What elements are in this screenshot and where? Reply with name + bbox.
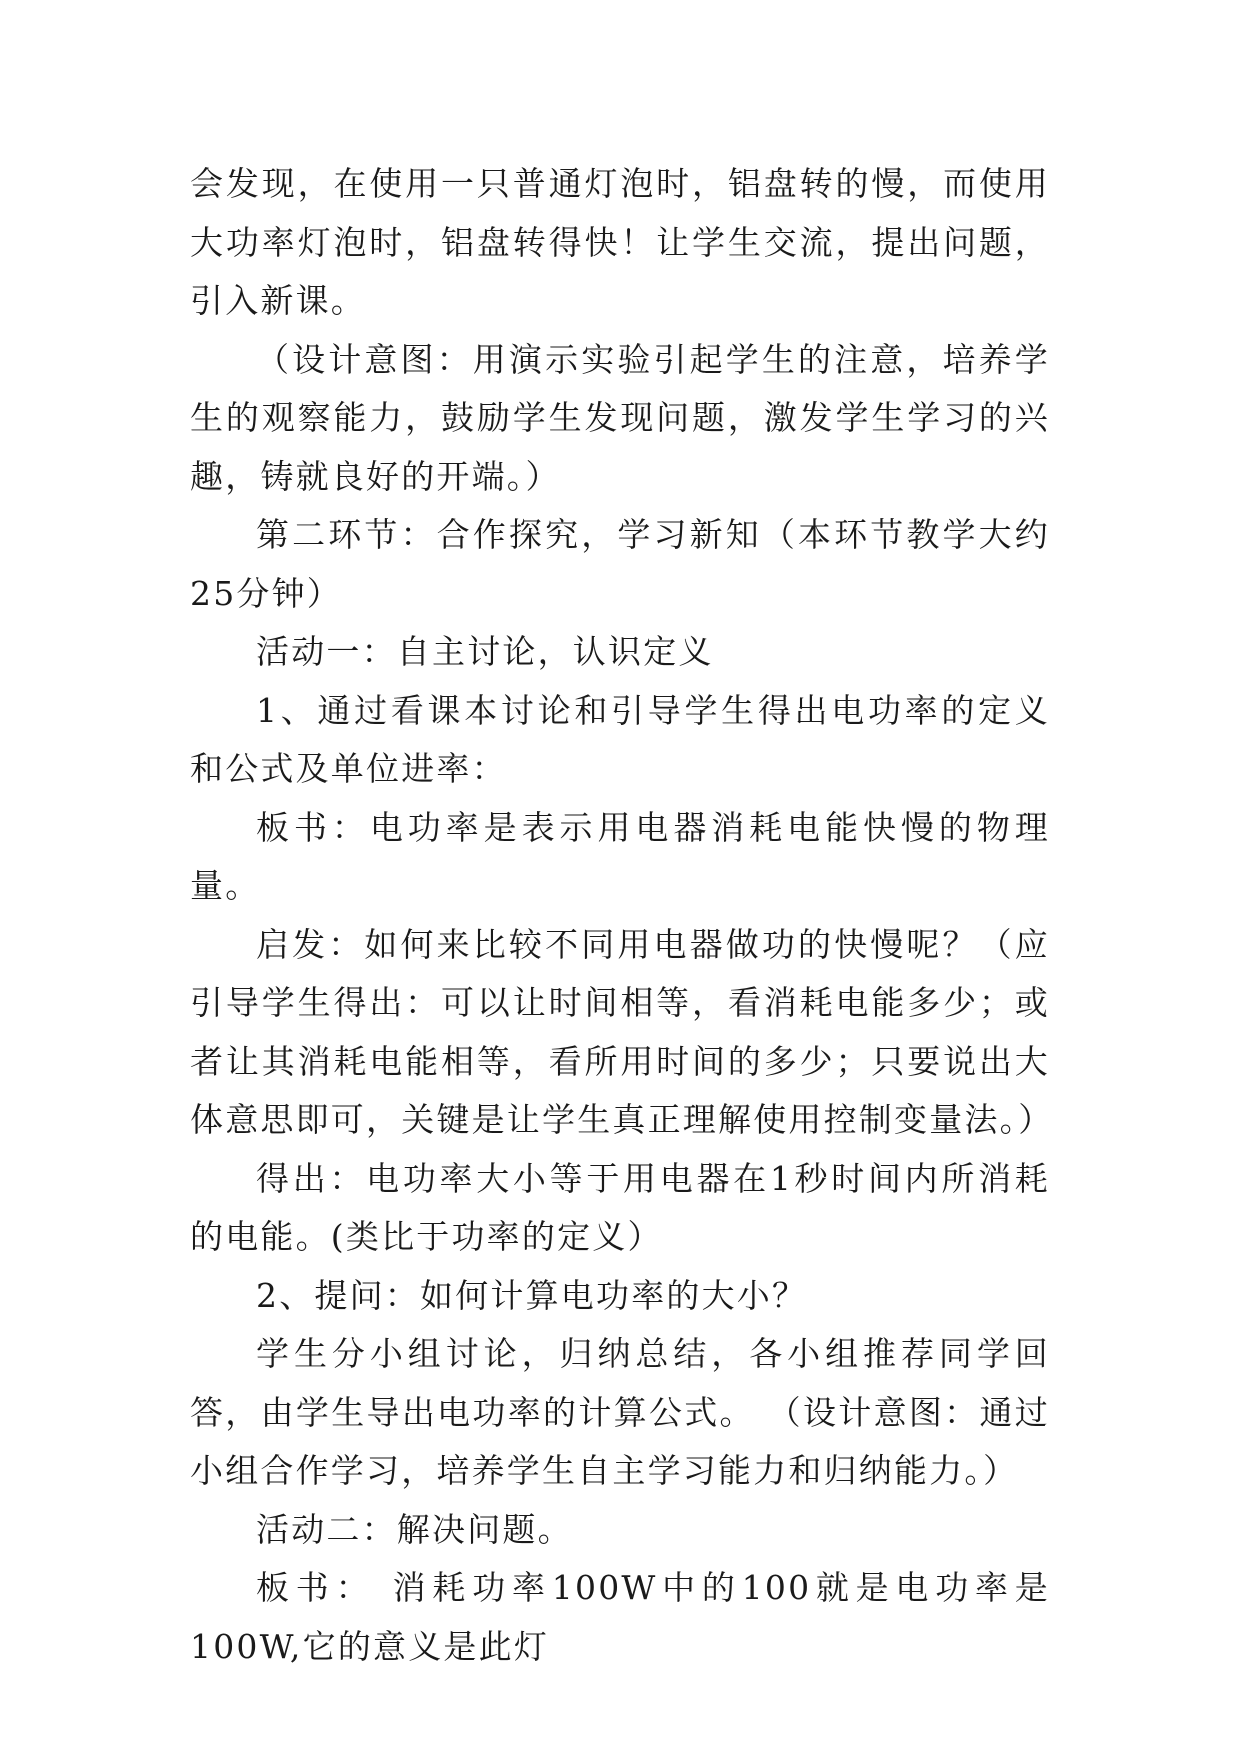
paragraph-board-note-2: 板书： 消耗功率100W中的100就是电功率是100W,它的意义是此灯 <box>190 1568 1050 1666</box>
paragraph-conclusion: 得出：电功率大小等于用电器在1秒时间内所消耗的电能。(类比于功率的定义） <box>190 1158 1050 1256</box>
paragraph-section-two-heading: 第二环节：合作探究，学习新知（本环节教学大约25分钟） <box>190 515 1050 613</box>
paragraph-board-note-1: 板书：电功率是表示用电器消耗电能快慢的物理量。 <box>190 807 1050 905</box>
paragraph-activity-two-heading: 活动二：解决问题。 <box>256 1509 573 1549</box>
paragraph-design-intent-1: （设计意图：用演示实验引起学生的注意，培养学生的观察能力，鼓励学生发现问题，激发学生学习的兴趣，铸就良好的开端。） <box>190 339 1050 496</box>
document-body <box>190 155 1054 1676</box>
paragraph-step-two: 2、提问：如何计算电功率的大小？ <box>256 1275 808 1315</box>
paragraph-intro-continuation: 会发现，在使用一只普通灯泡时，铝盘转的慢，而使用大功率灯泡时，铝盘转得快！让学生交流，提出问题，引入新课。 <box>190 164 1050 320</box>
paragraph-activity-one-heading: 活动一：自主讨论，认识定义 <box>256 632 714 671</box>
paragraph-group-discussion: 学生分小组讨论，归纳总结，各小组推荐同学回答，由学生导出电功率的计算公式。 （设计意图：通过小组合作学习，培养学生自主学习能力和归纳能力。） <box>190 1334 1050 1490</box>
paragraph-inspiration: 启发：如何来比较不同用电器做功的快慢呢？（应引导学生得出：可以让时间相等，看消耗电能多少；或者让其消耗电能相等，看所用时间的多少；只要说出大体意思即可，关键是让学生真正理解使用控制变量法。） <box>190 924 1054 1139</box>
paragraph-step-one: 1、通过看课本讨论和引导学生得出电功率的定义和公式及单位进率： <box>190 690 1050 788</box>
